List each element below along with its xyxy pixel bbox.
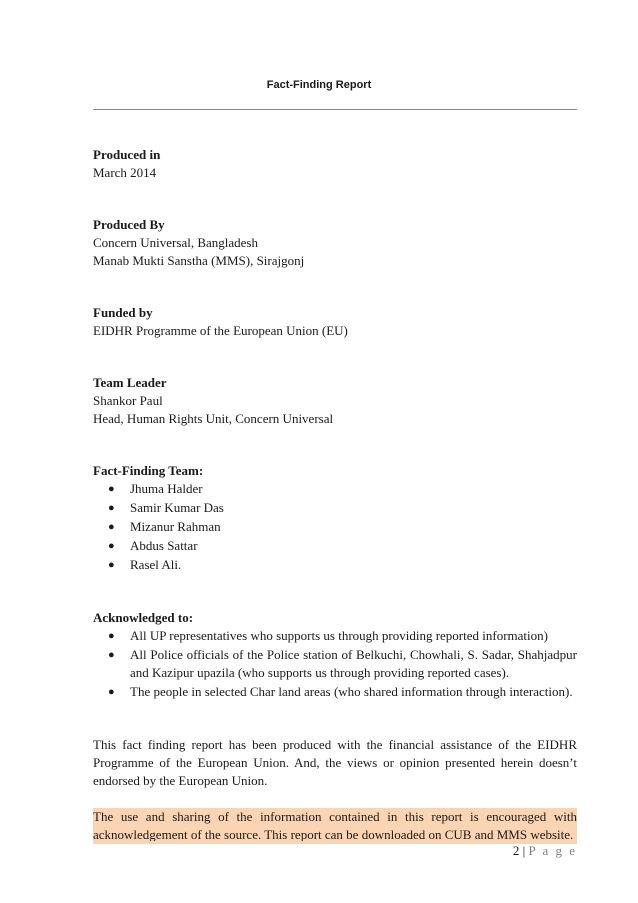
acknowledged-list [93, 627, 577, 701]
list-item: ● Mizanur Rahman [108, 519, 221, 534]
usage-note-highlight: The use and sharing of the information contained in this report is encouraged with acknowledgement of the source. This report can be downloaded on CUB and MMS website. [93, 809, 577, 842]
page-number: 2 [512, 843, 520, 858]
team-list [93, 480, 577, 574]
produced-in-label: Produced in [93, 147, 161, 162]
page-header-title: Fact-Finding Report [266, 79, 372, 91]
team-leader-label: Team Leader [93, 375, 167, 390]
produced-by-line: Concern Universal, Bangladesh [93, 235, 258, 250]
team-leader-section [93, 374, 577, 428]
bullet-icon: ● [108, 483, 115, 495]
header-divider [93, 109, 577, 110]
produced-in-section [93, 146, 577, 182]
produced-in-value: March 2014 [93, 165, 157, 180]
bullet-icon: ● [108, 502, 115, 514]
bullet-icon: ● [108, 686, 115, 698]
funded-by-value: EIDHR Programme of the European Union (EU) [93, 323, 348, 338]
team-section [93, 462, 577, 574]
acknowledged-label: Acknowledged to: [93, 610, 194, 625]
document-body [93, 146, 577, 844]
list-item: ● All UP representatives who supports us through providing reported information) [108, 628, 548, 643]
footer-separator: | [522, 843, 526, 858]
funded-by-label: Funded by [93, 305, 153, 320]
bullet-icon: ● [108, 630, 115, 642]
produced-by-label: Produced By [93, 217, 165, 232]
list-item: ● Abdus Sattar [108, 538, 198, 553]
list-item: ● Jhuma Halder [108, 481, 203, 496]
page-word: P a g e [528, 843, 577, 858]
produced-by-section [93, 216, 577, 270]
produced-by-line: Manab Mukti Sanstha (MMS), Sirajgonj [93, 253, 305, 268]
list-item: ● All Police officials of the Police station of Belkuchi, Chowhali, S. Sadar, Shahjadpur and Kazipur upazila (who supports us through providing reported cases). [108, 647, 577, 680]
team-label: Fact-Finding Team: [93, 463, 204, 478]
page-footer [513, 843, 577, 859]
funded-by-section [93, 304, 577, 340]
bullet-icon: ● [108, 559, 115, 571]
bullet-icon: ● [108, 649, 115, 661]
disclaimer-paragraph: This fact finding report has been produced with the financial assistance of the EIDHR Programme of the European Union. And, the views or opinion presented herein doesn’t endorsed by the European Union. [93, 737, 577, 788]
bullet-icon: ● [108, 540, 115, 552]
list-item: ● The people in selected Char land areas (who shared information through interaction). [108, 684, 573, 699]
bullet-icon: ● [108, 521, 115, 533]
list-item: ● Rasel Ali. [108, 557, 182, 572]
footer-divider [93, 841, 577, 842]
list-item: ● Samir Kumar Das [108, 500, 224, 515]
team-leader-title: Head, Human Rights Unit, Concern Universal [93, 411, 334, 426]
team-leader-name: Shankor Paul [93, 393, 163, 408]
acknowledged-section [93, 609, 577, 701]
